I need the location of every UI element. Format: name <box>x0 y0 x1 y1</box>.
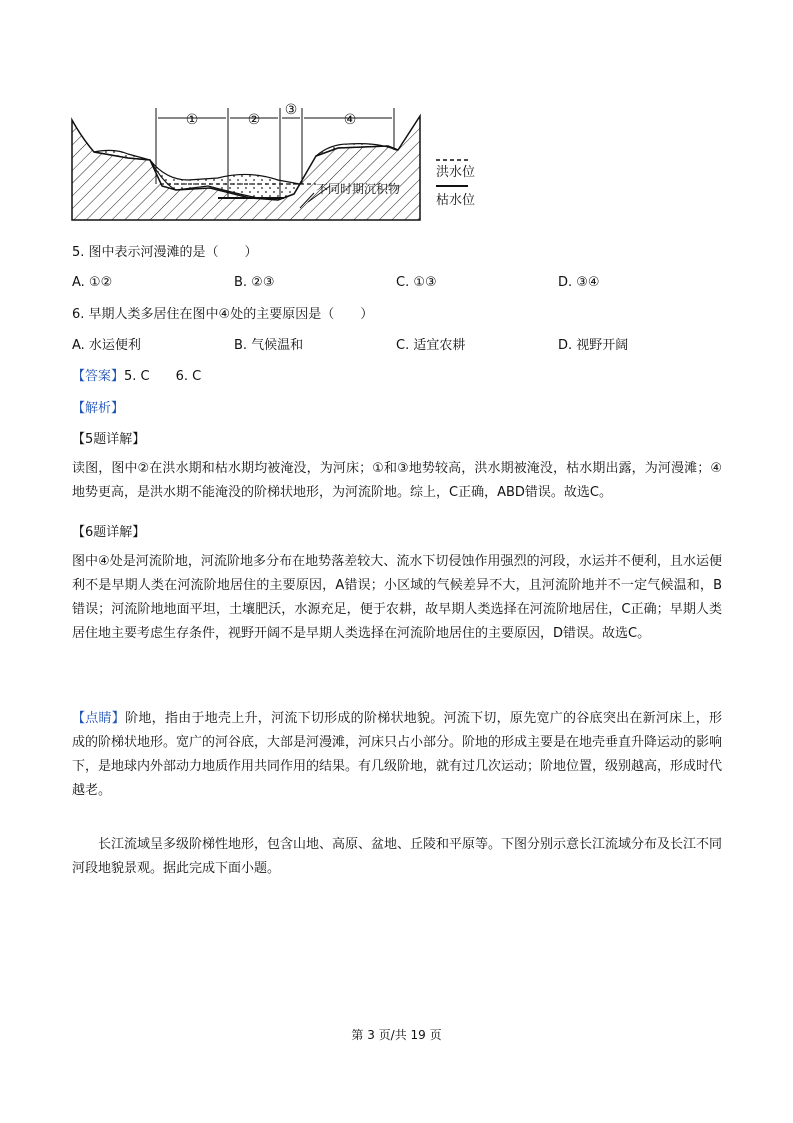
q6-stem: 6. 早期人类多居住在图中④处的主要原因是（ ） <box>72 307 374 322</box>
cross-section-svg <box>68 98 488 228</box>
q6-option-d: D. 视野开阔 <box>558 338 629 353</box>
river-cross-section-figure <box>68 98 488 228</box>
q5-option-b: B. ②③ <box>234 275 275 290</box>
intro-paragraph: 长江流域呈多级阶梯性地形，包含山地、高原、盆地、丘陵和平原等。下图分别示意长江流域分布及长江不同河段地貌景观。据此完成下面小题。 <box>72 837 723 876</box>
answer-tag: 【答案】 <box>72 369 125 384</box>
segment-label-3: ③ <box>284 102 298 118</box>
q5-option-a: A. ①② <box>72 275 113 290</box>
analysis-tag: 【解析】 <box>72 401 125 416</box>
q6-option-c: C. 适宜农耕 <box>396 338 466 353</box>
q5-detail-tag: 【5题详解】 <box>72 432 146 447</box>
sediment-label: 不同时期沉积物 <box>316 182 401 196</box>
tip-paragraph <box>72 707 722 803</box>
answer-line <box>72 368 201 386</box>
flood-level-legend: 洪水位 <box>436 165 476 180</box>
q5-option-d: D. ③④ <box>558 275 600 290</box>
tip-tag: 【点睛】 <box>72 711 126 726</box>
q6-option-a: A. 水运便利 <box>72 338 141 353</box>
q6-detail-text: 图中④处是河流阶地，河流阶地多分布在地势落差较大、流水下切侵蚀作用强烈的河段，水运并不便利，且水运便利不是早期人类在河流阶地居住的主要原因，A错误；小区域的气候差异不大，且河流阶地并不一定气候温和，B错误；河流阶地地面平坦，土壤肥沃，水源充足，便于农耕，故早期人类选择在河流阶地居住，C正确；早期人类居住地主要考虑生存条件，视野开阔不是早期人类选择在河流阶地居住的主要原因，D错误。故选C。 <box>72 554 722 641</box>
tip-text: 阶地，指由于地壳上升，河流下切形成的阶梯状地貌。河流下切，原先宽广的谷底突出在新河床上，形成的阶梯状地形。宽广的河谷底，大部是河漫滩，河床只占小部分。阶地的形成主要是在地壳垂直升降运动的影响下，是地球内外部动力地质作用共同作用的结果。有几级阶地，就有过几次运动；阶地位置，级别越高，形成时代越老。 <box>72 711 723 798</box>
segment-label-2: ② <box>247 112 261 128</box>
q5-stem: 5. 图中表示河漫滩的是（ ） <box>72 245 258 260</box>
q6-option-b: B. 气候温和 <box>234 338 304 353</box>
q6-detail-tag: 【6题详解】 <box>72 525 146 540</box>
segment-label-1: ① <box>185 112 199 128</box>
q5-option-c: C. ①③ <box>396 275 437 290</box>
page-footer: 第 3 页/共 19 页 <box>351 1028 442 1042</box>
bedrock-profile <box>72 116 420 220</box>
dry-level-legend: 枯水位 <box>436 193 476 208</box>
q5-detail-text: 读图，图中②在洪水期和枯水期均被淹没，为河床；①和③地势较高，洪水期被淹没，枯水期出露，为河漫滩；④地势更高，是洪水期不能淹没的阶梯状地形，为河流阶地。综上，C正确，ABD错误。故选C。 <box>72 461 722 500</box>
answer-text: 5. C 6. C <box>124 369 202 384</box>
segment-label-4: ④ <box>343 112 357 128</box>
